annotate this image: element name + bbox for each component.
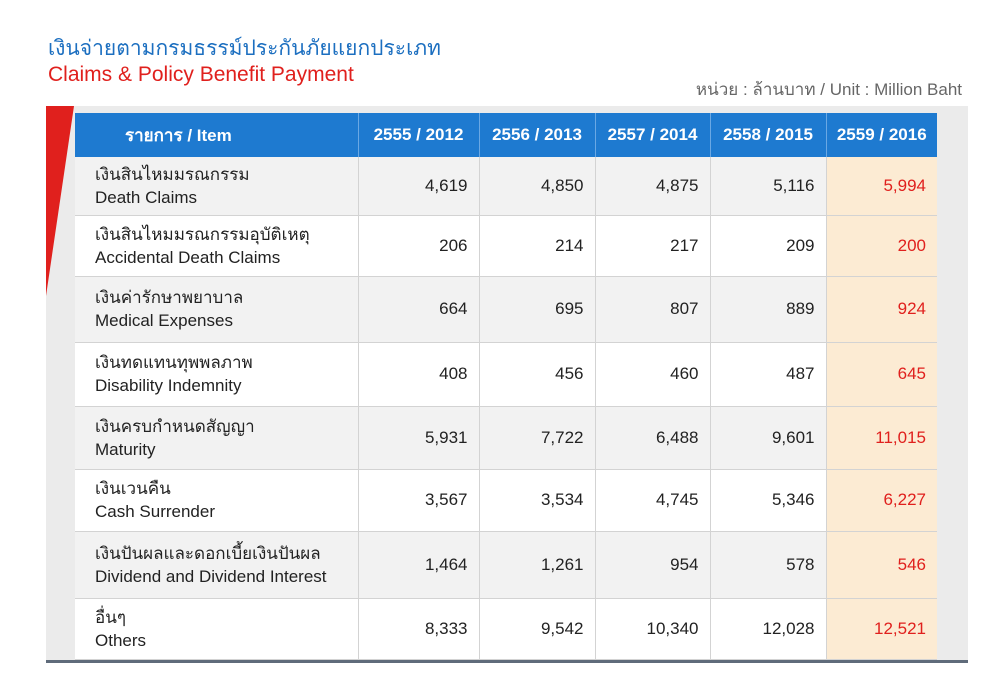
cell-2013: 695 [479, 276, 595, 342]
title-thai: เงินจ่ายตามกรมธรรม์ประกันภัยแยกประเภท [48, 37, 441, 60]
cell-2016: 924 [826, 276, 937, 342]
row-label-en: Accidental Death Claims [95, 247, 281, 267]
row-label-th: เงินค่ารักษาพยาบาล [95, 288, 244, 307]
row-label-th: เงินสินไหมมรณกรรม [95, 164, 250, 184]
cell-2015: 9,601 [710, 406, 826, 469]
table-row [75, 531, 937, 598]
row-label [75, 598, 358, 659]
header-2013: 2556 / 2013 [479, 113, 595, 157]
header-2016: 2559 / 2016 [826, 113, 937, 157]
cell-2014: 217 [595, 215, 710, 276]
cell-2012: 8,333 [358, 598, 479, 659]
cell-2016: 546 [826, 531, 937, 598]
cell-2014: 4,875 [595, 157, 710, 215]
cell-2015: 12,028 [710, 598, 826, 659]
cell-2014: 460 [595, 342, 710, 406]
table-row [75, 598, 937, 659]
row-label-th: เงินเวนคืน [95, 479, 171, 498]
red-accent-stripe [46, 106, 74, 296]
cell-2015: 487 [710, 342, 826, 406]
row-label-en: Maturity [95, 439, 156, 459]
cell-2016: 645 [826, 342, 937, 406]
row-label-en: Others [95, 630, 147, 650]
cell-2013: 3,534 [479, 469, 595, 531]
header-item: รายการ / Item [75, 113, 358, 157]
claims-table [75, 113, 937, 660]
cell-2014: 954 [595, 531, 710, 598]
header-2015: 2558 / 2015 [710, 113, 826, 157]
table-row [75, 342, 937, 406]
cell-2016: 6,227 [826, 469, 937, 531]
row-label-en: Medical Expenses [95, 311, 233, 330]
cell-2012: 4,619 [358, 157, 479, 215]
row-label-th: เงินปันผลและดอกเบี้ยเงินปันผล [95, 543, 321, 563]
cell-2013: 4,850 [479, 157, 595, 215]
cell-2016: 12,521 [826, 598, 937, 659]
table-header-row [75, 113, 937, 157]
row-label-th: เงินครบกำหนดสัญญา [95, 416, 255, 436]
row-label [75, 469, 358, 531]
cell-2015: 209 [710, 215, 826, 276]
cell-2013: 7,722 [479, 406, 595, 469]
cell-2015: 5,116 [710, 157, 826, 215]
table-row [75, 157, 937, 215]
row-label [75, 215, 358, 276]
cell-2015: 889 [710, 276, 826, 342]
cell-2014: 6,488 [595, 406, 710, 469]
table-row [75, 276, 937, 342]
header-2012: 2555 / 2012 [358, 113, 479, 157]
cell-2012: 664 [358, 276, 479, 342]
cell-2012: 5,931 [358, 406, 479, 469]
unit-label: หน่วย : ล้านบาท / Unit : Million Baht [695, 80, 962, 99]
row-label [75, 276, 358, 342]
cell-2013: 1,261 [479, 531, 595, 598]
row-label-th: เงินทดแทนทุพพลภาพ [95, 353, 253, 372]
row-label-en: Disability Indemnity [95, 376, 242, 395]
cell-2013: 456 [479, 342, 595, 406]
row-label-th: อื่นๆ [95, 607, 126, 627]
table-row [75, 469, 937, 531]
bottom-rule [46, 660, 968, 663]
cell-2013: 9,542 [479, 598, 595, 659]
cell-2015: 5,346 [710, 469, 826, 531]
cell-2012: 1,464 [358, 531, 479, 598]
cell-2012: 408 [358, 342, 479, 406]
cell-2012: 3,567 [358, 469, 479, 531]
header-2014: 2557 / 2014 [595, 113, 710, 157]
cell-2016: 5,994 [826, 157, 937, 215]
row-label-en: Cash Surrender [95, 502, 216, 521]
row-label [75, 157, 358, 215]
row-label-th: เงินสินไหมมรณกรรมอุบัติเหตุ [95, 224, 310, 244]
row-label [75, 406, 358, 469]
row-label-en: Death Claims [95, 187, 198, 207]
cell-2013: 214 [479, 215, 595, 276]
row-label-en: Dividend and Dividend Interest [95, 566, 327, 586]
title-english: Claims & Policy Benefit Payment [48, 63, 354, 86]
cell-2015: 578 [710, 531, 826, 598]
table-row [75, 215, 937, 276]
cell-2014: 4,745 [595, 469, 710, 531]
cell-2012: 206 [358, 215, 479, 276]
row-label [75, 531, 358, 598]
row-label [75, 342, 358, 406]
cell-2016: 200 [826, 215, 937, 276]
cell-2014: 10,340 [595, 598, 710, 659]
cell-2016: 11,015 [826, 406, 937, 469]
table-row [75, 406, 937, 469]
cell-2014: 807 [595, 276, 710, 342]
